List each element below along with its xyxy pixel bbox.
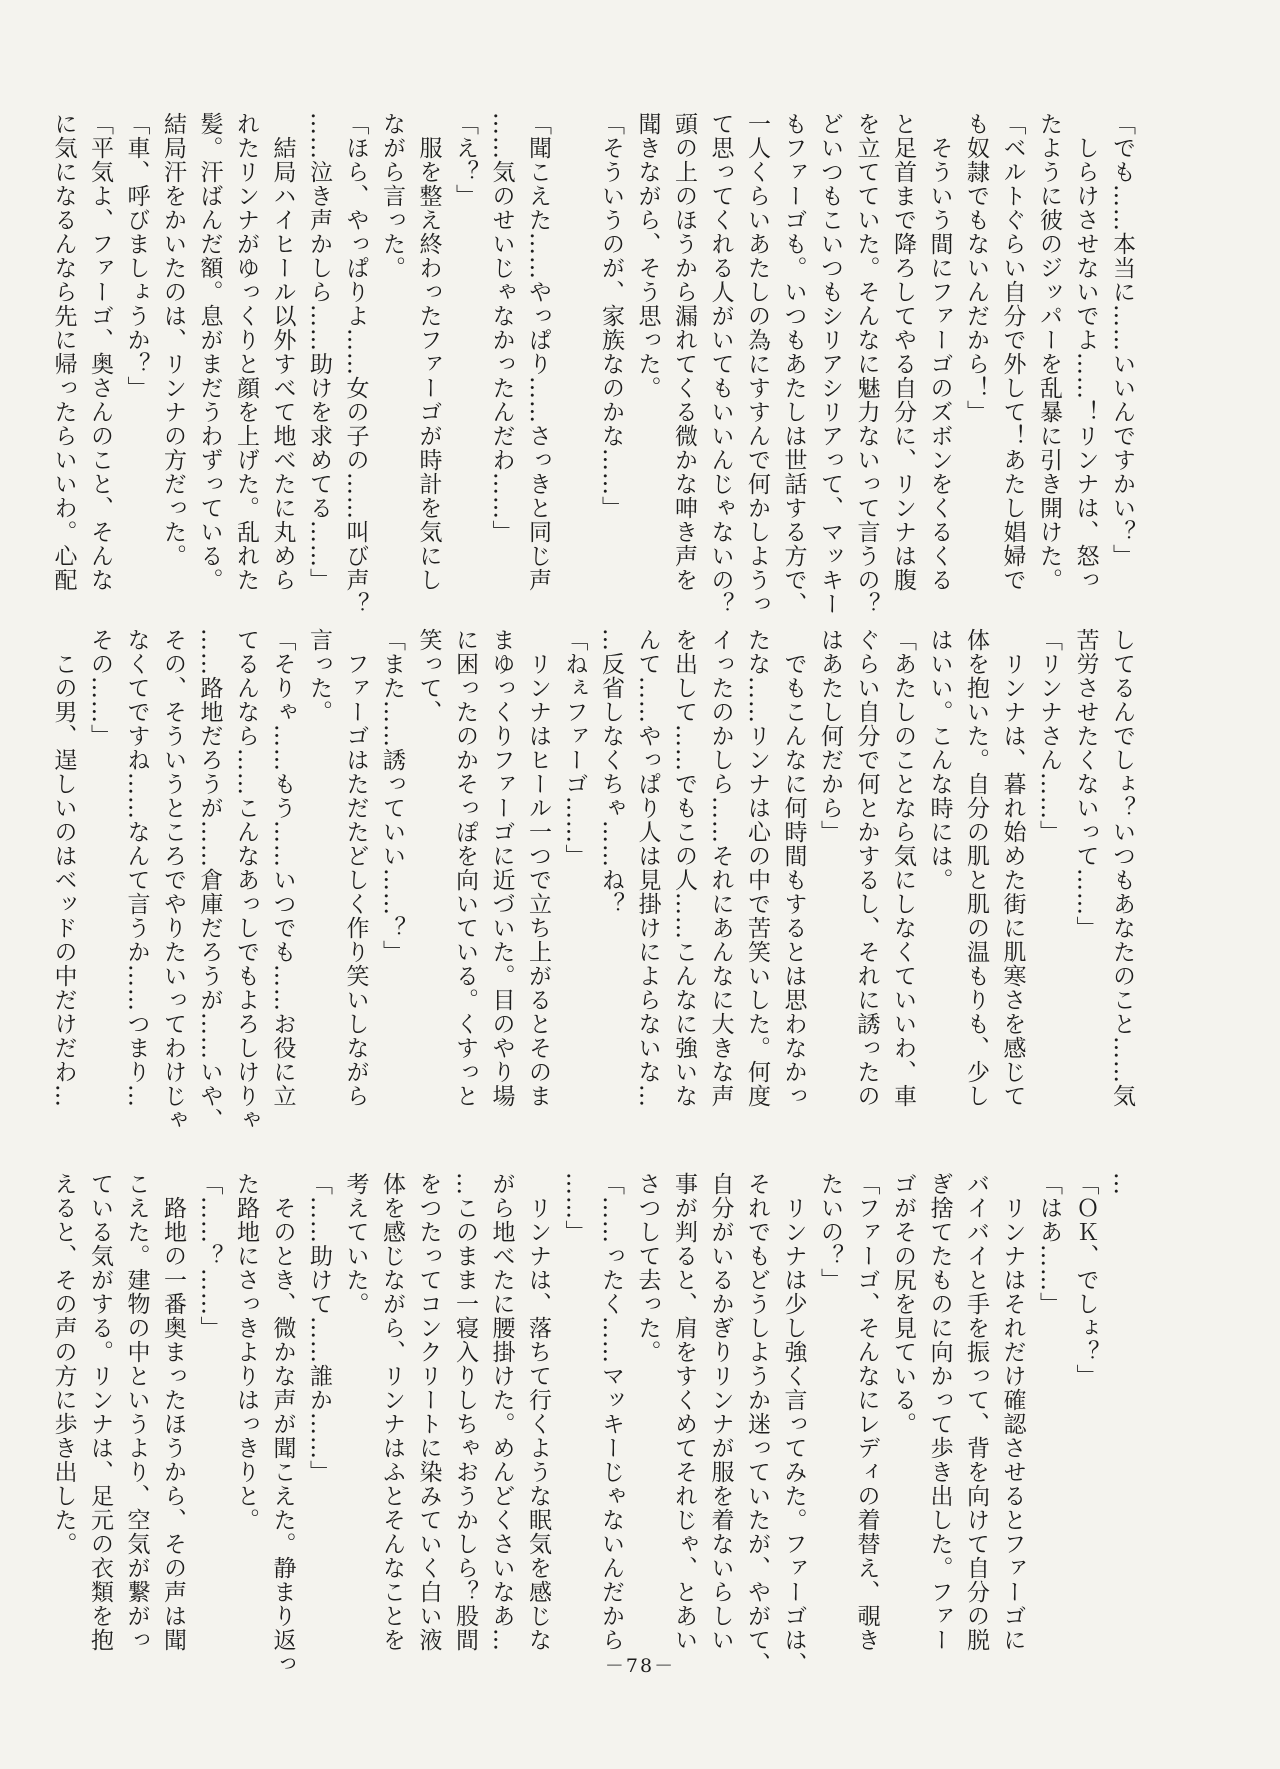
text-line: 笑って、: [415, 628, 442, 724]
text-line: 「ねぇファーゴ……」: [561, 628, 588, 868]
text-line: 「ベルトぐらい自分で外して！あたし娼婦で: [999, 112, 1026, 592]
text-line: 考えていた。: [342, 1172, 369, 1316]
text-line: んて……やっぱり人は見掛けによらないな…: [634, 628, 661, 1108]
text-line: がら地べたに腰掛けた。めんどくさいなあ…: [488, 1172, 515, 1652]
text-line: て思ってくれる人がいてもいいんじゃないの？: [707, 112, 734, 616]
text-line: ながら言った。: [379, 112, 405, 280]
text-line: なくてですね……なんて言うか……つまり…: [123, 628, 150, 1108]
text-line: イったのかしら……それにあんなに大きな声: [707, 628, 734, 1108]
text-line: でもこんなに何時間もするとは思わなかっ: [780, 628, 807, 1108]
text-line: 頭の上のほうから漏れてくる微かな呻き声を: [671, 112, 697, 592]
text-line: 苦労させたくないって……」: [1072, 628, 1099, 940]
text-line: たな……リンナは心の中で苦笑いした。何度: [744, 628, 770, 1108]
text-line: [556, 112, 593, 590]
text-line: リンナは少し強く言ってみた。ファーゴは、: [780, 1172, 807, 1676]
text-line: それでもどうしようか迷っていたが、やがて、: [744, 1172, 770, 1676]
text-line: 「……？……」: [196, 1172, 223, 1340]
text-line: れたリンナがゆっくりと顔を上げた。乱れた: [233, 112, 259, 592]
text-line: 「ほら、やっぱりよ……女の子の……叫び声？: [342, 112, 369, 616]
text-line: その、そういうところでやりたいってわけじゃ: [160, 628, 186, 1132]
text-line: 「ＯＫ、でしょ？」: [1072, 1172, 1099, 1388]
text-line: リンナはヒール一つで立ち上がるとそのま: [525, 628, 551, 1108]
text-line: ぐらい自分で何とかするし、それに誘ったの: [853, 628, 880, 1108]
text-line: …このまま一寝入りしちゃおうかしら？股間: [452, 1172, 478, 1652]
text-line: 「平気よ、ファーゴ、奥さんのこと、そんな: [87, 112, 113, 592]
text-line: してるんでしょ？いつもあなたのこと……気: [1109, 628, 1135, 1108]
text-line: も奴隷でもないんだから！」: [963, 112, 989, 424]
text-line: 「……ったく……マッキーじゃないんだから: [598, 1172, 624, 1652]
text-line: 「車、呼びましょうか？」: [123, 112, 150, 400]
text-line: 事が判ると、肩をすくめてそれじゃ、とあい: [671, 1172, 697, 1652]
text-line: まゆっくりファーゴに近づいた。目のやり場: [488, 628, 515, 1108]
text-line: はいい。こんな時には。: [926, 628, 953, 892]
text-line: そういう間にファーゴのズボンをくるくる: [926, 112, 953, 592]
text-line: を出して……でもこの人……こんなに強いな: [671, 628, 697, 1108]
text-line: …: [1109, 1172, 1135, 1196]
text-line: そのとき、微かな声が聞こえた。静まり返っ: [269, 1172, 296, 1676]
text-line: に困ったのかそっぽを向いている。くすっと: [452, 628, 478, 1108]
text-block-top: [50, 112, 1140, 616]
text-line: リンナは、暮れ始めた街に肌寒さを感じて: [999, 628, 1026, 1108]
text-line: 体を感じながら、リンナはふとそんなことを: [379, 1172, 405, 1652]
text-line: 言った。: [306, 628, 332, 724]
text-line: た路地にさっきよりはっきりと。: [233, 1172, 259, 1532]
text-line: 一人くらいあたしの為にすすんで何かしようっ: [744, 112, 770, 616]
text-line: ファーゴはただたどしく作り笑いしながら: [342, 628, 369, 1108]
text-line: ……気のせいじゃなかったんだわ……」: [488, 112, 515, 544]
text-line: をつたってコンクリートに染みていく白い液: [415, 1172, 442, 1652]
text-line: ている気がする。リンナは、足元の衣類を抱: [87, 1172, 113, 1652]
text-line: 「そういうのが、家族なのかな……」: [598, 112, 624, 520]
text-line: こえた。建物の中というより、空気が繋がっ: [123, 1172, 150, 1652]
text-line: を立てていた。そんなに魅力ないって言うの？: [853, 112, 880, 616]
text-line: ゴがその尻を見ている。: [890, 1172, 916, 1436]
text-line: その……」: [87, 628, 113, 748]
text-line: 「また……誘っていい……？」: [379, 628, 405, 964]
text-line: ぎ捨てたものに向かって歩き出した。ファー: [926, 1172, 953, 1652]
text-line: 「聞こえた……やっぱり……さっきと同じ声: [525, 112, 551, 592]
text-line: たいの？」: [817, 1172, 843, 1292]
page-number: －78－: [604, 1655, 676, 1677]
text-line: と足首まで降ろしてやる自分に、リンナは腹: [890, 112, 916, 592]
text-line: はあたし何だから」: [817, 628, 843, 844]
text-line: 結局ハイヒール以外すべて地べたに丸めら: [269, 112, 296, 592]
text-line: 結局汗をかいたのは、リンナの方だった。: [160, 112, 186, 568]
text-line: えると、その声の方に歩き出した。: [50, 1172, 77, 1556]
text-line: たように彼のジッパーを乱暴に引き開けた。: [1036, 112, 1062, 592]
text-line: 体を抱いた。自分の肌と肌の温もりも、少し: [963, 628, 989, 1108]
text-line: 「はあ……」: [1036, 1172, 1062, 1316]
text-line: 「あたしのことなら気にしなくていいわ、車: [890, 628, 916, 1108]
text-line: バイバイと手を振って、背を向けて自分の脱: [963, 1172, 989, 1652]
text-line: 「でも……本当に……いいんですかい？」: [1109, 112, 1135, 568]
text-line: 「リンナさん……」: [1036, 628, 1062, 844]
text-line: 路地の一番奥まったほうから、その声は聞: [160, 1172, 186, 1652]
text-line: しらけさせないでよ……！リンナは、怒っ: [1072, 112, 1099, 592]
text-line: 「……助けて……誰か……」: [306, 1172, 332, 1484]
text-line: ……路地だろうが……倉庫だろうが……いや、: [196, 628, 223, 1132]
text-line: に気になるんなら先に帰ったらいいわ。心配: [50, 112, 77, 592]
text-block-middle: [50, 628, 1140, 1132]
text-line: 聞きながら、そう思った。: [634, 112, 661, 400]
text-line: この男、逞しいのはベッドの中だけだわ…: [50, 628, 77, 1108]
text-line: 「そりゃ……もう……いつでも……お役に立: [269, 628, 296, 1108]
text-line: …反省しなくちゃ……ね？: [598, 628, 624, 916]
text-line: もファーゴも。いつもあたしは世話する方で、: [780, 112, 807, 616]
text-line: 髪。汗ばんだ額。息がまだうわずっている。: [196, 112, 223, 592]
text-line: リンナはそれだけ確認させるとファーゴに: [999, 1172, 1026, 1652]
text-line: 「ファーゴ、そんなにレディの着替え、覗き: [853, 1172, 880, 1652]
text-line: さつして去った。: [634, 1172, 661, 1364]
text-line: 「え？」: [452, 112, 478, 208]
text-line: てるんなら……こんなあっしでもよろしけりゃ: [233, 628, 259, 1132]
text-line: ……泣き声かしら……助けを求めてる……」: [306, 112, 332, 592]
text-line: 自分がいるかぎりリンナが服を着ないらしい: [707, 1172, 734, 1652]
text-line: リンナは、落ちて行くような眠気を感じな: [525, 1172, 551, 1652]
text-line: 服を整え終わったファーゴが時計を気にし: [415, 112, 442, 592]
text-line: どいつもこいつもシリアシリアって、マッキー: [817, 112, 843, 616]
text-line: ……」: [561, 1172, 588, 1244]
